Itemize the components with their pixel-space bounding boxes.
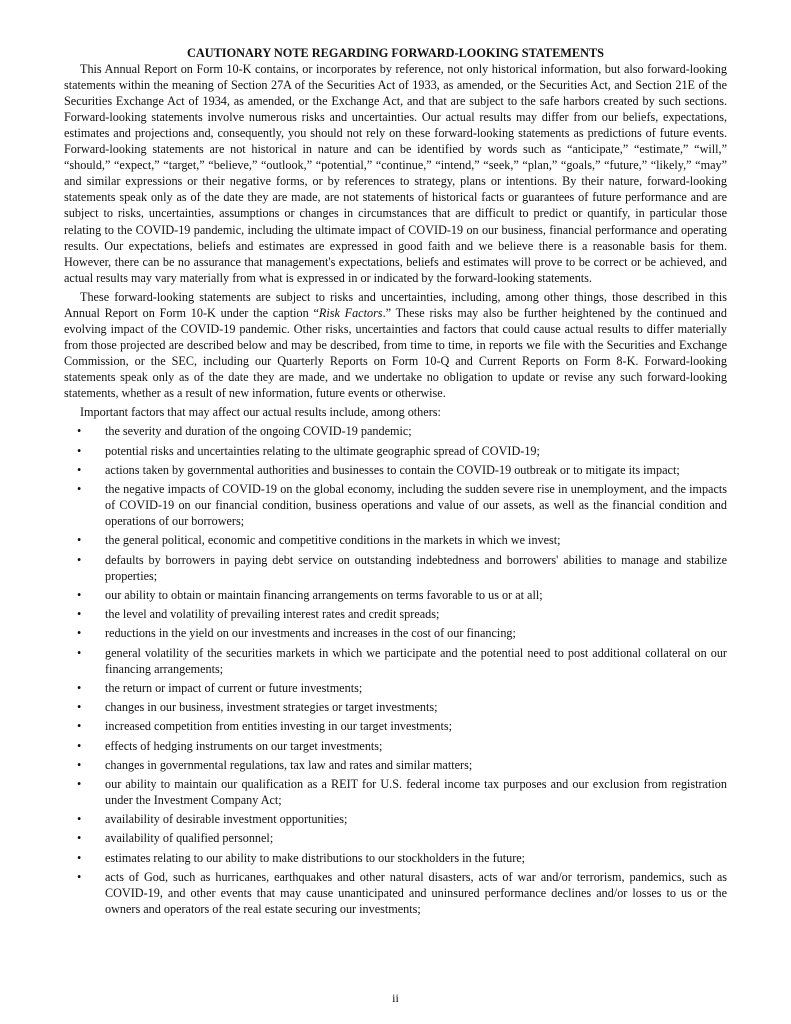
list-item: • the negative impacts of COVID-19 on the global economy, including the sudden severe rise in unemployment, and the impacts of COVID-19 on our financial condition, business operations and value of our assets, as well as the financial condition and operations of our borrowers; (77, 481, 727, 529)
list-item: • the level and volatility of prevailing interest rates and credit spreads; (77, 607, 440, 622)
bullet-icon: • (77, 700, 82, 715)
bullet-icon: • (77, 481, 82, 496)
document-page (64, 45, 727, 917)
list-item: • defaults by borrowers in paying debt service on outstanding indebtedness and borrowers' abilities to manage and stabilize properties; (77, 552, 727, 583)
bullet-icon: • (77, 462, 82, 477)
bullet-icon: • (77, 626, 82, 641)
list-item: • potential risks and uncertainties relating to the ultimate geographic spread of COVID-19; (77, 443, 540, 458)
bullet-icon: • (77, 776, 82, 791)
list-item: • changes in our business, investment strategies or target investments; (77, 700, 438, 715)
list-item: • the general political, economic and competitive conditions in the markets in which we invest; (77, 533, 561, 548)
list-item: • availability of qualified personnel; (77, 831, 274, 846)
paragraph-1: This Annual Report on Form 10-K contains, or incorporates by reference, not only historical information, but also forward-looking statements within the meaning of Section 27A of the Securities Act of 1933, as amended, or the Securities Act, and Section 21E of the Securities Exchange Act of 1934, as amended, or the Exchange Act, and that are subject to the safe harbors created by such sections. Forward-looking statements involve numerous risks and uncertainties. Our actual results may differ from our beliefs, expectations, estimates and projections and, consequently, you should not rely on these forward-looking statements as predictions of future events. Forward-looking statements are not historical in nature and can be identified by words such as “anticipate,” “estimate,” “will,” “should,” “expect,” “target,” “believe,” “outlook,” “potential,” “continue,” “intend,” “seek,” “plan,” “goals,” “future,” “likely,” “may” and similar expressions or their negative forms, or by references to strategy, plans or intentions. By their nature, forward-looking statements speak only as of the date they are made, are not statements of historical facts or guarantees of future performance and are subject to risks, uncertainties, assumptions or changes in circumstances that are difficult to predict or quantify, in particular those relating to the COVID-19 pandemic, including the ultimate impact of COVID-19 on our business, financial performance and operating results. Our expectations, beliefs and estimates are expressed in good faith and we believe there is a reasonable basis for them. However, there can be no assurance that management's expectations, beliefs and estimates will prove to be correct or be achieved, and actual results may vary materially from what is expressed in or indicated by the forward-looking statements. (64, 62, 727, 285)
bullet-icon: • (77, 757, 82, 772)
section-title: CAUTIONARY NOTE REGARDING FORWARD-LOOKING STATEMENTS (186, 46, 605, 60)
paragraph-2 (64, 289, 727, 401)
list-item: • reductions in the yield on our investments and increases in the cost of our financing; (77, 626, 516, 641)
bullet-icon: • (77, 607, 82, 622)
bullet-icon: • (77, 738, 82, 753)
list-item: • the severity and duration of the ongoing COVID-19 pandemic; (77, 424, 412, 439)
bullet-icon: • (77, 443, 82, 458)
bullet-icon: • (77, 552, 82, 567)
bullet-icon: • (77, 645, 82, 660)
list-item: • increased competition from entities investing in our target investments; (77, 719, 453, 734)
bullet-icon: • (77, 680, 82, 695)
bullet-icon: • (77, 533, 82, 548)
paragraph-2-before: These forward-looking statements are subject to risks and uncertainties, including, among other things, those described in this Annual Report on Form 10-K under the caption “ (64, 289, 727, 320)
page-number: ii (392, 991, 399, 1005)
list-item: • acts of God, such as hurricanes, earthquakes and other natural disasters, acts of war and/or terrorism, pandemics, such as COVID-19, and other events that may cause unanticipated and uninsured performance declines and/or losses to us or the owners and operators of the real estate securing our investments; (77, 869, 727, 917)
list-item: • our ability to maintain our qualification as a REIT for U.S. federal income tax purposes and our exclusion from registration under the Investment Company Act; (77, 776, 727, 808)
risk-factors-caption: Risk Factors (318, 305, 383, 320)
bullet-icon: • (77, 850, 82, 865)
list-item: • the return or impact of current or future investments; (77, 680, 363, 695)
bullet-icon: • (77, 719, 82, 734)
list-item: • effects of hedging instruments on our target investments; (77, 738, 383, 753)
paragraph-2-after: .” These risks may also be further heightened by the continued and evolving impact of the COVID-19 pandemic. Other risks, uncertainties and factors that could cause actual results to differ materially from those projected are described below and may be described, from time to time, in reports we file with the Securities and Exchange Commission, or the SEC, including our Quarterly Reports on Form 10-Q and Current Reports on Form 8-K. Forward-looking statements speak only as of the date they are made, and we undertake no obligation to update or revise any such forward-looking statements, whether as a result of new information, future events or otherwise. (64, 305, 727, 400)
list-item: • availability of desirable investment opportunities; (77, 812, 348, 827)
list-item: • actions taken by governmental authorities and businesses to contain the COVID-19 outbreak or to mitigate its impact; (77, 462, 680, 477)
bullet-icon: • (77, 831, 82, 846)
list-item: • general volatility of the securities markets in which we participate and the potential need to post additional collateral on our financing arrangements; (77, 645, 727, 676)
list-item: • estimates relating to our ability to make distributions to our stockholders in the future; (77, 850, 526, 865)
risk-factor-list (64, 423, 727, 917)
list-intro: Important factors that may affect our actual results include, among others: (80, 405, 441, 420)
list-item: • changes in governmental regulations, tax law and rates and similar matters; (77, 757, 473, 772)
bullet-icon: • (77, 587, 82, 602)
bullet-icon: • (77, 869, 82, 884)
bullet-icon: • (77, 424, 82, 439)
bullet-icon: • (77, 812, 82, 827)
list-item: • our ability to obtain or maintain financing arrangements on terms favorable to us or at all; (77, 587, 543, 602)
